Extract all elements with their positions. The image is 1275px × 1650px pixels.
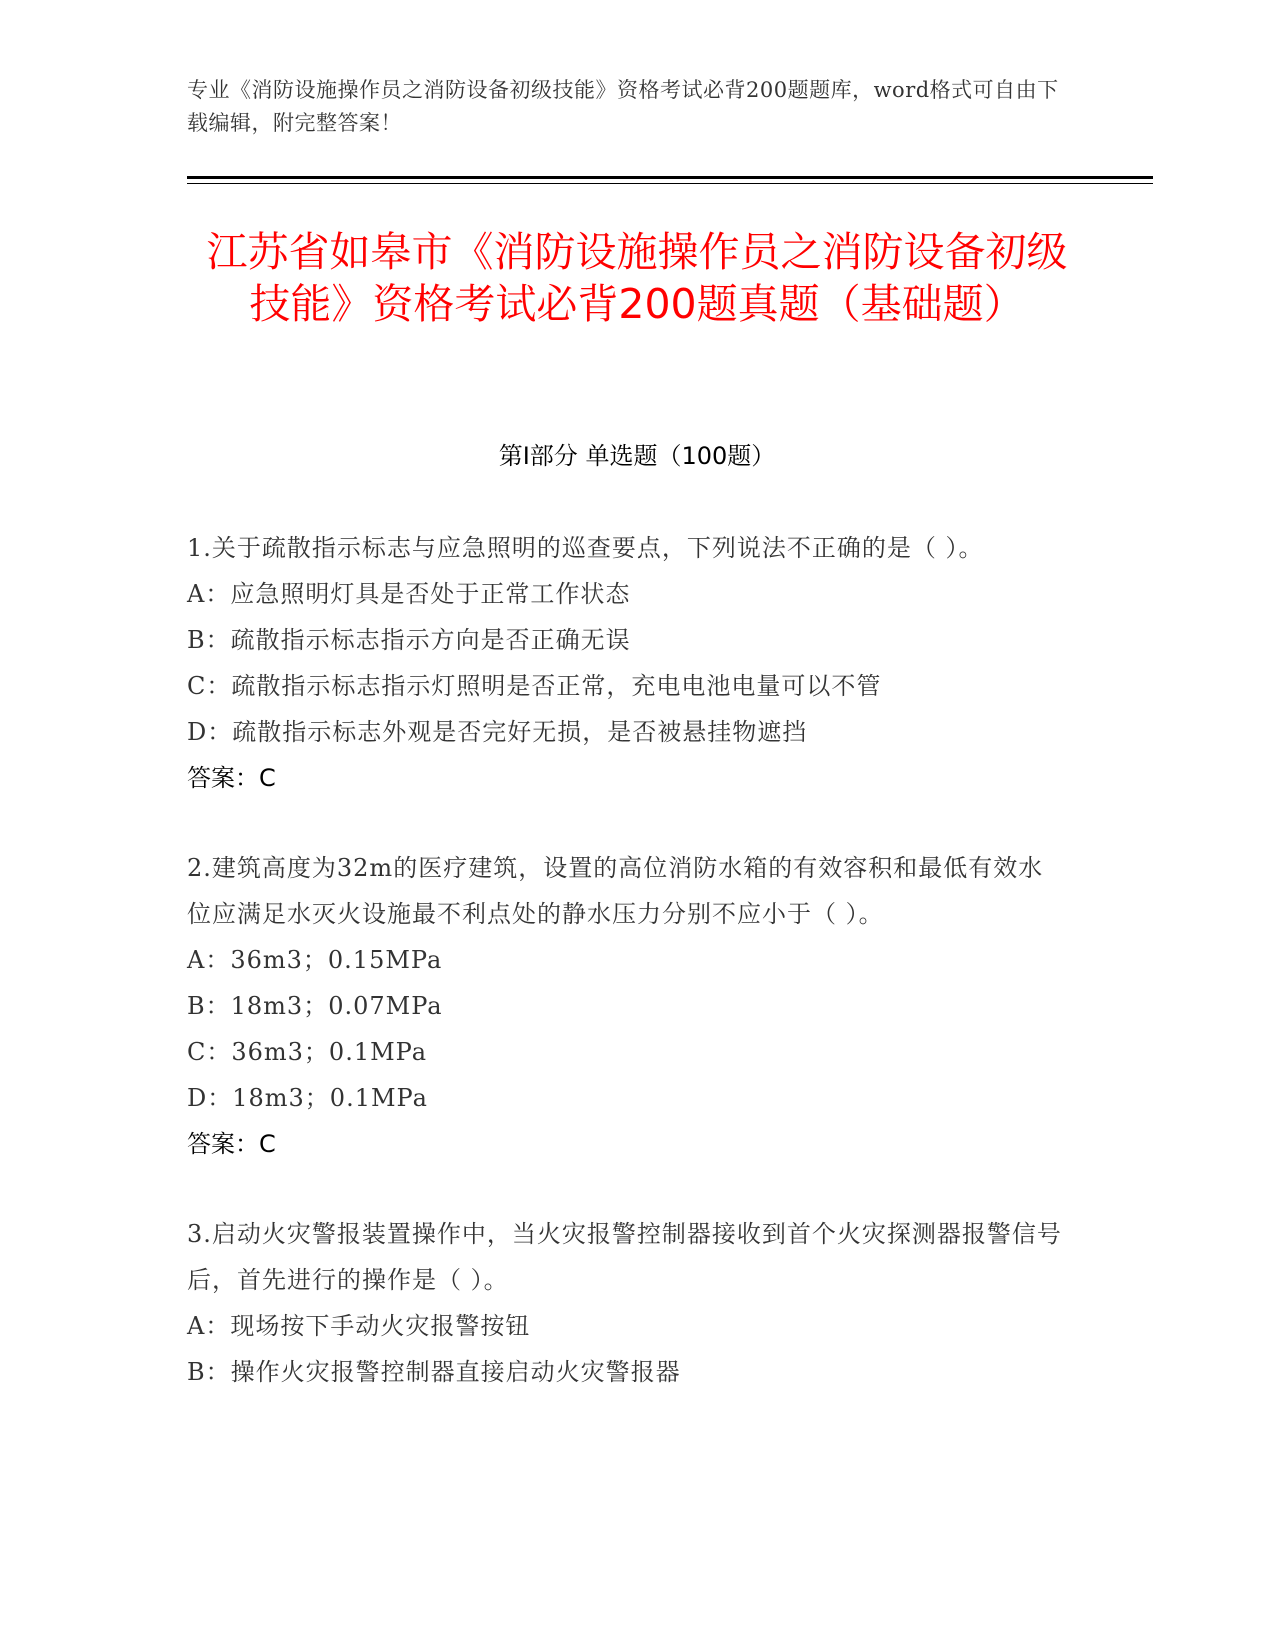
- option-b: B：疏散指示标志指示方向是否正确无误: [187, 626, 631, 654]
- option-d: D：18m3；0.1MPa: [187, 1084, 428, 1112]
- option-c: C：36m3；0.1MPa: [187, 1038, 428, 1066]
- option-a: A：现场按下手动火灾报警按钮: [187, 1312, 531, 1340]
- header-note: 专业《消防设施操作员之消防设备初级技能》资格考试必背200题题库，word格式可自由下载编辑，附完整答案！: [187, 78, 1059, 135]
- document-title: 江苏省如皋市《消防设施操作员之消防设备初级技能》资格考试必背200题真题（基础题）: [206, 228, 1068, 328]
- question-text: 1.关于疏散指示标志与应急照明的巡查要点，下列说法不正确的是（ ）。: [187, 534, 984, 562]
- option-b: B：18m3；0.07MPa: [187, 992, 443, 1020]
- header-divider-thin: [187, 183, 1153, 184]
- question-item: [187, 525, 1067, 801]
- header-divider-thick: [187, 176, 1153, 179]
- question-text: 2.建筑高度为32m的医疗建筑，设置的高位消防水箱的有效容积和最低有效水位应满足水灭火设施最不利点处的静水压力分别不应小于（ ）。: [187, 854, 1044, 928]
- option-b: B：操作火灾报警控制器直接启动火灾警报器: [187, 1358, 681, 1386]
- question-list: [187, 525, 1067, 1439]
- option-a: A：36m3；0.15MPa: [187, 946, 443, 974]
- option-d: D：疏散指示标志外观是否完好无损，是否被悬挂物遮挡: [187, 718, 808, 746]
- question-text: 3.启动火灾警报装置操作中，当火灾报警控制器接收到首个火灾探测器报警信号后，首先进行的操作是（ ）。: [187, 1220, 1062, 1294]
- option-a: A：应急照明灯具是否处于正常工作状态: [187, 580, 631, 608]
- section-title: 第I部分 单选题（100题）: [498, 442, 776, 470]
- answer-line: 答案：C: [187, 764, 276, 792]
- answer-line: 答案：C: [187, 1130, 276, 1158]
- question-item: [187, 845, 1067, 1167]
- option-c: C：疏散指示标志指示灯照明是否正常，充电电池电量可以不管: [187, 672, 882, 700]
- question-item: [187, 1211, 1067, 1395]
